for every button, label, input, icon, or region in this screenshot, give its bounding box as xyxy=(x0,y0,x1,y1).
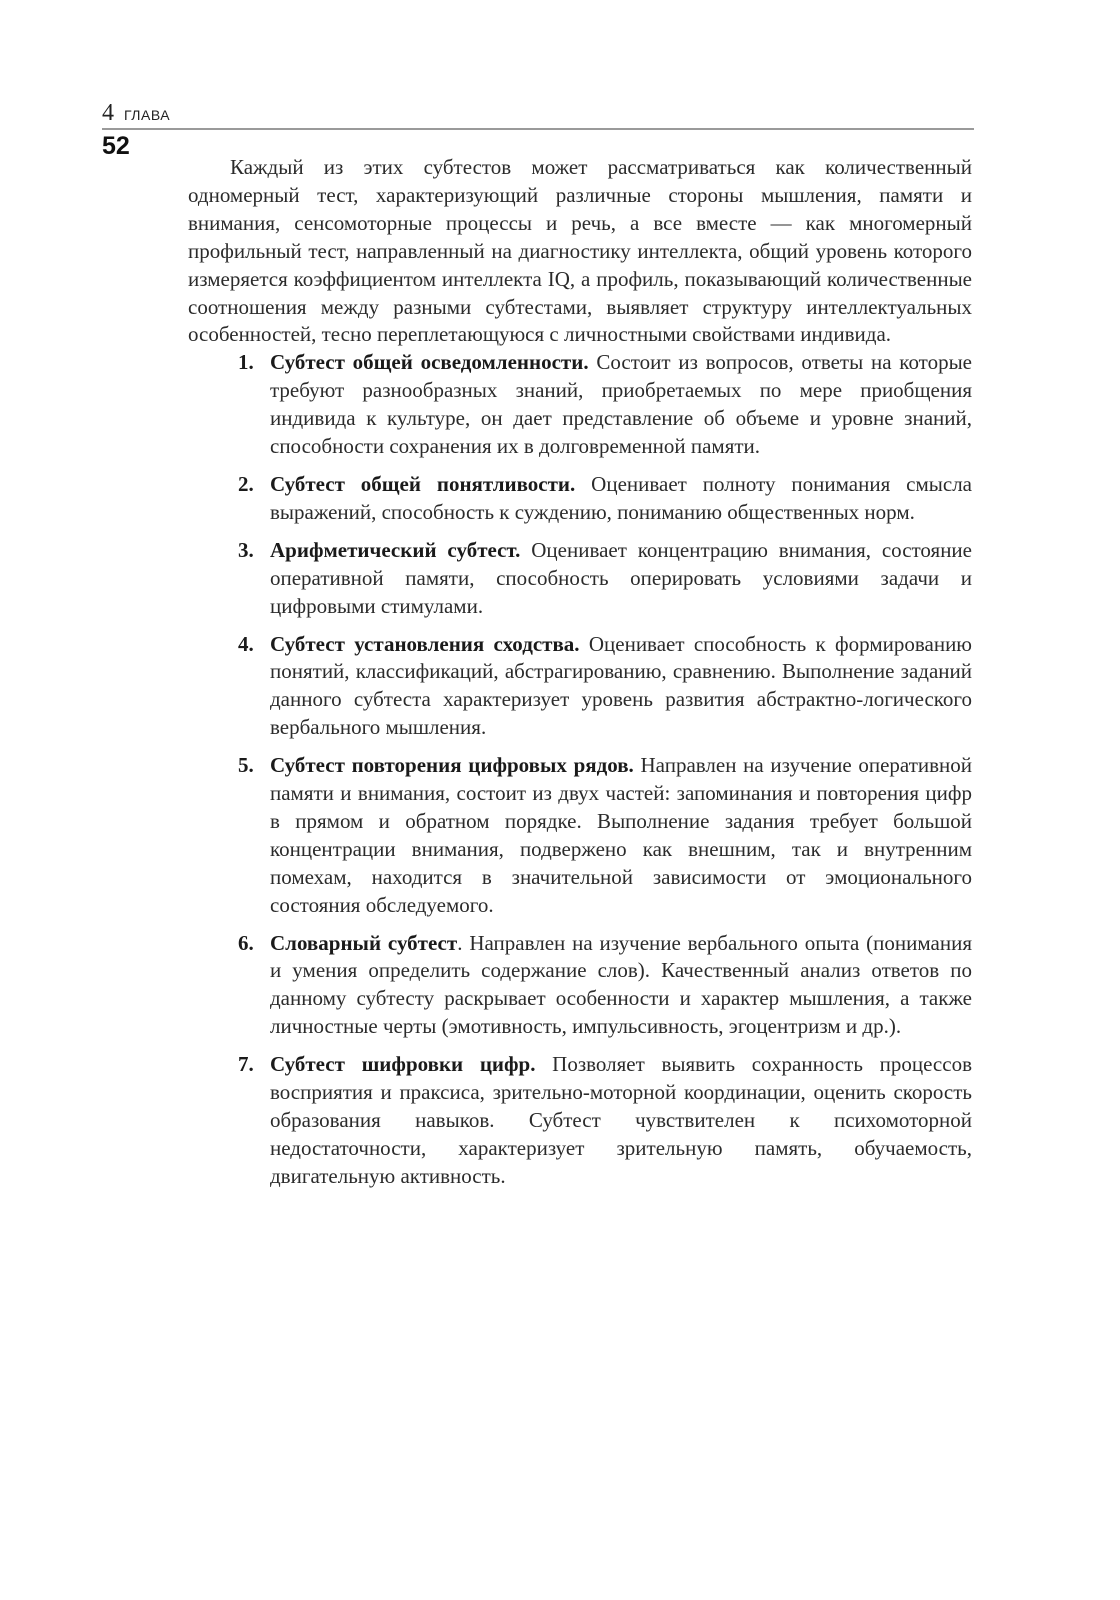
subtest-number: 3. xyxy=(238,537,254,562)
subtest-title: Субтест общей осведомленности. xyxy=(270,350,589,375)
subtest-description: Состоит из вопросов, ответы на которые требуют разнообразных знаний, приобретаемых по мере приобщения индивида к культуре, он дает представление об объеме и уровне знаний, способности сохранения их в долговременной памяти. xyxy=(270,350,972,459)
subtest-item xyxy=(188,1051,972,1191)
subtest-title: Субтест шифровки цифр. xyxy=(270,1052,536,1077)
subtest-number: 7. xyxy=(238,1052,254,1077)
subtest-item xyxy=(188,471,972,527)
subtest-number: 2. xyxy=(238,471,254,496)
subtest-list xyxy=(188,349,972,1190)
subtest-item xyxy=(188,537,972,621)
subtest-item xyxy=(188,930,972,1042)
subtest-title: Словарный субтест xyxy=(270,930,458,955)
subtest-description: Оценивает концентрацию внимания, состояние оперативной памяти, способность оперировать условиями задачи и цифровыми стимулами. xyxy=(270,537,972,618)
subtest-description: Оценивает способность к формированию понятий, классификаций, абстрагированию, сравнению. Выполнение заданий данного субтеста характеризует уровень развития абстрактно-логического вербального мышления. xyxy=(270,631,972,740)
page-number: 52 xyxy=(102,132,130,160)
running-header xyxy=(102,98,974,132)
header-rule xyxy=(102,128,974,130)
page-body xyxy=(188,154,972,1201)
subtest-title: Субтест установления сходства. xyxy=(270,631,580,656)
subtest-item xyxy=(188,631,972,743)
subtest-number: 6. xyxy=(238,930,254,955)
subtest-item xyxy=(188,752,972,919)
subtest-number: 4. xyxy=(238,631,254,656)
subtest-number: 1. xyxy=(238,350,254,375)
subtest-number: 5. xyxy=(238,753,254,778)
subtest-description: Позволяет выявить сохранность процессов восприятия и праксиса, зрительно-моторной координации, оценить скорость образования навыков. Субтест чувствителен к психомоторной недостаточности, характеризует зрительную память, обучаемость, двигательную активность. xyxy=(270,1052,972,1188)
subtest-item xyxy=(188,349,972,461)
chapter-label: ГЛАВА xyxy=(124,107,171,123)
chapter-number: 4 xyxy=(102,100,114,126)
subtest-title: Субтест повторения цифровых рядов. xyxy=(270,753,634,778)
subtest-description: . Направлен на изучение вербального опыта (понимания и умения определить содержание слов). Качественный анализ ответов по данному субтесту раскрывает особенности и характер мышления, а также личностные черты (эмотивность, импульсивность, эгоцентризм и др.). xyxy=(270,930,972,1039)
subtest-title: Субтест общей понятливости. xyxy=(270,471,576,496)
subtest-description: Направлен на изучение оперативной памяти и внимания, состоит из двух частей: запоминания и повторения цифр в прямом и обратном порядке. Выполнение задания требует большой концентрации внимания, подвержено как внешним, так и внутренним помехам, находится в значительной зависимости от эмоционального состояния обследуемого. xyxy=(270,753,973,917)
subtest-description: Оценивает полноту понимания смысла выражений, способность к суждению, пониманию общественных норм. xyxy=(270,471,972,524)
subtest-title: Арифметический субтест. xyxy=(270,537,521,562)
intro-paragraph: Каждый из этих субтестов может рассматриваться как количественный одномерный тест, характеризующий различные стороны мышления, памяти и внимания, сенсомоторные процессы и речь, а все вместе — как многомерный профильный тест, направленный на диагностику интеллекта, общий уровень которого измеряется коэффициентом интеллекта IQ, а профиль, показывающий количественные соотношения между разными субтестами, выявляет структуру интеллектуальных особенностей, тесно переплетающуюся с личностными свойствами индивида. xyxy=(188,155,972,347)
